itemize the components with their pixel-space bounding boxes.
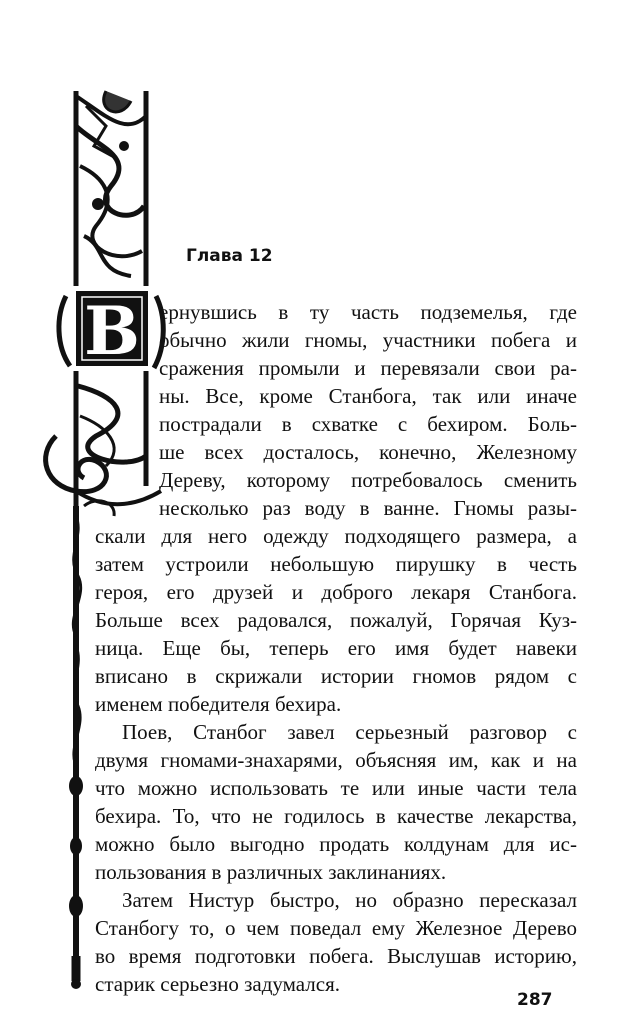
text-line: ница. Еще бы, теперь его имя будет навеки — [95, 636, 577, 660]
text-line: несколько раз воду в ванне. Гномы разы- — [159, 496, 577, 520]
text-line: скали для него одежду подходящего размера, а — [95, 524, 577, 548]
text-line: бехира. То, что не годилось в качестве лекарства, — [95, 804, 577, 828]
text-line: ернувшись в ту часть подземелья, где — [159, 300, 577, 324]
text-line: Станбогу то, о чем поведал ему Железное Дерево — [95, 916, 577, 940]
text-line: героя, его друзей и доброго лекаря Станбога. — [95, 580, 577, 604]
drop-cap-letter: В — [84, 292, 140, 370]
text-line: можно было выгодно продать колдунам для ис- — [95, 832, 577, 856]
text-line: старик серьезно задумался. — [95, 972, 340, 996]
text-line: сражения промыли и перевязали свои ра- — [159, 356, 577, 380]
text-line: обычно жили гномы, участники побега и — [159, 328, 577, 352]
chapter-title: Глава 12 — [186, 246, 273, 266]
text-line: Затем Нистур быстро, но образно пересказал — [122, 888, 577, 912]
text-line: пользования в различных заклинаниях. — [95, 860, 447, 884]
text-line: затем устроили небольшую пирушку в честь — [95, 552, 577, 576]
page-number: 287 — [517, 990, 553, 1010]
text-line: что можно использовать те или иные части тела — [95, 776, 577, 800]
text-line: Поев, Станбог завел серьезный разговор с — [122, 720, 577, 744]
text-line: Дереву, которому потребовалось сменить — [159, 468, 577, 492]
text-line: двумя гномами-знахарями, объясняя им, как и на — [95, 748, 577, 772]
text-line: именем победителя бехира. — [95, 692, 342, 716]
text-line: во время подготовки побега. Выслушав историю, — [95, 944, 577, 968]
text-line: пострадали в схватке с бехиром. Боль- — [159, 412, 577, 436]
text-line: ше всех досталось, конечно, Железному — [159, 440, 577, 464]
text-line: Больше всех радовался, пожалуй, Горячая Куз- — [95, 608, 577, 632]
text-line: ны. Все, кроме Станбога, так или иначе — [159, 384, 577, 408]
text-line: вписано в скрижали истории гномов рядом с — [95, 664, 577, 688]
